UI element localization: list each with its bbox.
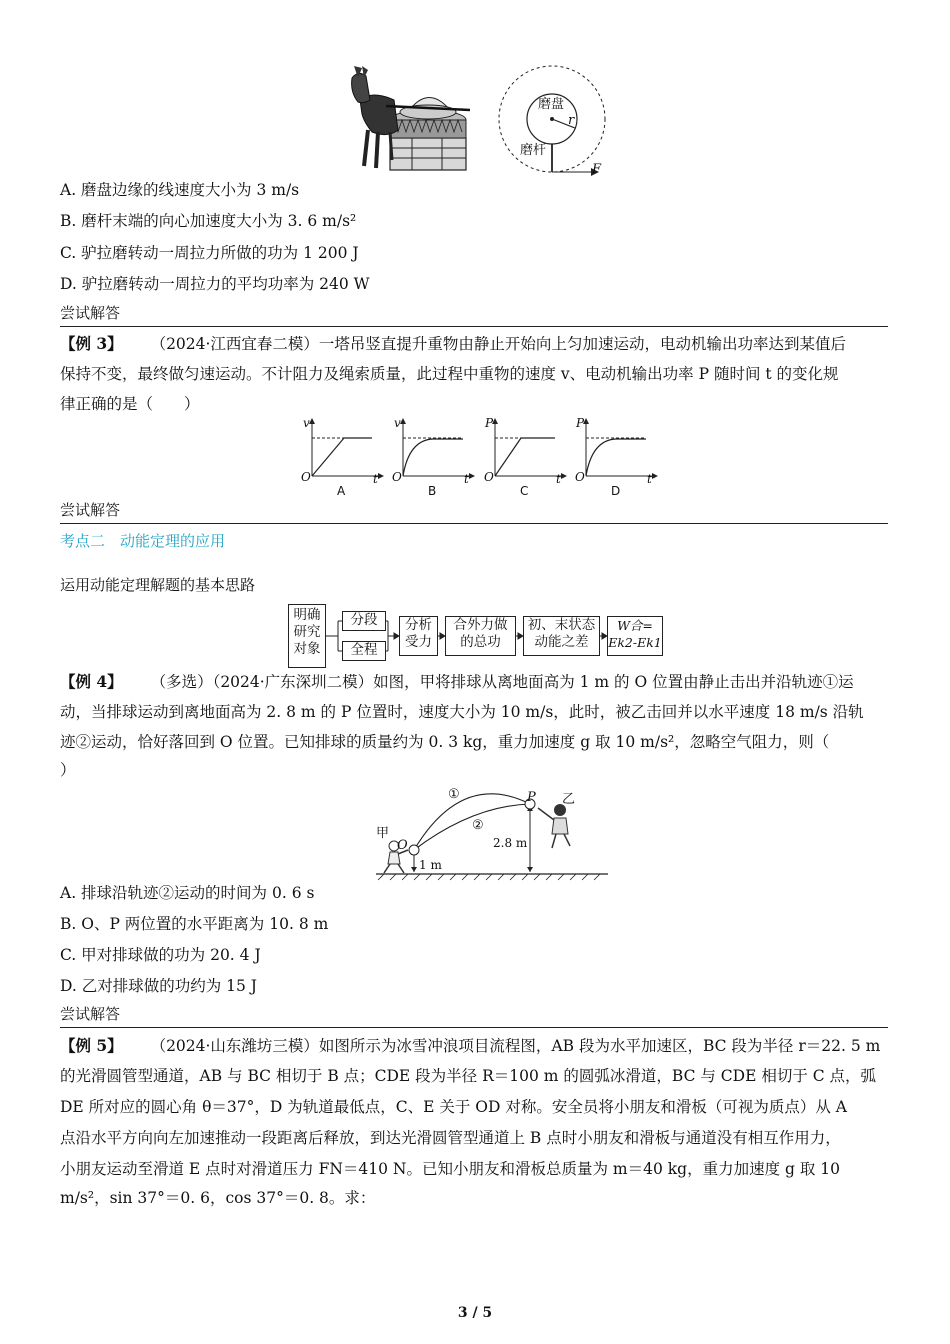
ex2-option-d: D. 驴拉磨转动一周拉力的平均功率为 240 W — [60, 275, 370, 293]
approach-flowchart — [288, 604, 668, 666]
flow-box-kinetic-l2: 动能之差 — [534, 634, 589, 650]
ex4-line-2: 动，当排球运动到离地面高为 2. 8 m 的 P 位置时，速度大小为 10 m/s，此时，被乙击回并以水平速度 18 m/s 沿轨 — [60, 703, 864, 721]
ex5-line-5: 小朋友运动至滑道 E 点时对滑道压力 FN＝410 N。已知小朋友和滑板总质量为 m＝40 kg，重力加速度 g 取 10 — [60, 1160, 841, 1178]
vb-p-label: P — [527, 790, 536, 805]
ex3-graph-b-origin: O — [392, 470, 402, 484]
ex5-line-1 — [60, 1036, 880, 1056]
answer-line-1[interactable] — [60, 304, 888, 327]
ex3-tag: 【例 3】 — [60, 334, 123, 353]
ex3-graph-a-caption: A — [337, 484, 346, 498]
ex4-line-1 — [60, 672, 854, 692]
flow-box-object — [288, 604, 326, 668]
flow-box-whole: 全程 — [342, 641, 386, 661]
ex4-text-1: （多选）（2024·广东深圳二模）如图，甲将排球从离地面高为 1 m 的 O 位置由静止击出并沿轨迹①运 — [150, 673, 854, 691]
flow-box-work — [445, 616, 516, 656]
ex3-line-1 — [60, 334, 846, 354]
ex5-tag: 【例 5】 — [60, 1036, 123, 1055]
ex3-line-3: 律正确的是（ ） — [60, 395, 200, 413]
ex4-option-b: B. O、P 两位置的水平距离为 10. 8 m — [60, 915, 329, 933]
section-title: 考点二 动能定理的应用 — [60, 532, 226, 550]
flow-box-force — [399, 616, 438, 656]
ex2-option-a: A. 磨盘边缘的线速度大小为 3 m/s — [60, 181, 300, 199]
flow-box-theorem-l1: W合= — [617, 618, 653, 633]
ex5-line-3: DE 所对应的圆心角 θ＝37°，D 为轨道最低点，C、E 关于 OD 对称。安全员将小朋友和滑板（可视为质点）从 A — [60, 1098, 847, 1116]
flow-box-object-l2: 研究 — [293, 624, 321, 640]
vb-jia-label: 甲 — [376, 826, 390, 841]
ex3-graph-c-origin: O — [484, 470, 494, 484]
ex4-option-d: D. 乙对排球做的功约为 15 J — [60, 977, 258, 995]
ex3-graph-a-xlabel: t — [373, 472, 378, 486]
flow-box-segment: 分段 — [342, 611, 386, 631]
vb-o-label: O — [397, 838, 408, 853]
ex3-graph-a-ylabel: v — [303, 416, 310, 430]
ex3-graph-b-ylabel: v — [394, 416, 401, 430]
ex3-graph-d-ylabel: P — [576, 416, 585, 430]
volleyball-figure — [372, 784, 612, 882]
force-label: F — [592, 162, 602, 177]
ex5-line-6: m/s²，sin 37°＝0. 6，cos 37°＝0. 8。求： — [60, 1189, 376, 1207]
ex4-option-a: A. 排球沿轨迹②运动的时间为 0. 6 s — [60, 884, 315, 902]
flow-box-force-l2: 受力 — [405, 634, 432, 650]
try-label: 尝试解答 — [60, 1005, 121, 1023]
flow-box-kinetic — [523, 616, 600, 656]
vb-yi-label: 乙 — [562, 792, 576, 807]
flow-box-work-l2: 的总功 — [460, 634, 501, 650]
ex3-graph-c-xlabel: t — [556, 472, 561, 486]
ex3-graph-b-xlabel: t — [464, 472, 469, 486]
flow-box-object-l3: 对象 — [293, 641, 321, 657]
flow-box-kinetic-l1: 初、末状态 — [527, 617, 596, 633]
ex5-text-1: （2024·山东潍坊三模）如图所示为冰雪冲浪项目流程图，AB 段为水平加速区，BC 段为半径 r＝22. 5 m — [150, 1037, 881, 1055]
radius-label: r — [568, 113, 575, 128]
ex3-graph-b-caption: B — [428, 484, 437, 498]
page-number: 3 / 5 — [457, 1305, 493, 1321]
ex4-line-4: ） — [60, 761, 76, 779]
try-label: 尝试解答 — [60, 304, 121, 322]
answer-line-3[interactable] — [60, 1005, 888, 1028]
ex4-tag: 【例 4】 — [60, 672, 123, 691]
flow-box-work-l1: 合外力做 — [453, 617, 508, 633]
ex3-graph-c-ylabel: P — [485, 416, 494, 430]
vb-height1-label: 1 m — [419, 858, 442, 872]
ex3-graph-c-caption: C — [520, 484, 529, 498]
flow-box-force-l1: 分析 — [405, 617, 432, 633]
ex2-option-b: B. 磨杆末端的向心加速度大小为 3. 6 m/s² — [60, 212, 357, 230]
ex3-graph-d-origin: O — [575, 470, 585, 484]
rod-label: 磨杆 — [520, 143, 547, 158]
ex3-graph-d-caption: D — [611, 484, 621, 498]
ex5-line-4: 点沿水平方向向左加速推动一段距离后释放，到达光滑圆管型通道上 B 点时小朋友和滑板与通道没有相互作用力， — [60, 1129, 841, 1147]
donkey-mill-illustration — [342, 60, 472, 174]
ex4-option-c: C. 甲对排球做的功为 20. 4 J — [60, 946, 261, 964]
ex3-line-2: 保持不变，最终做匀速运动。不计阻力及绳索质量，此过程中重物的速度 v、电动机输出功率 P 随时间 t 的变化规 — [60, 365, 839, 383]
ex2-option-c: C. 驴拉磨转动一周拉力所做的功为 1 200 J — [60, 244, 359, 262]
answer-line-2[interactable] — [60, 501, 888, 524]
vb-height2-label: 2.8 m — [493, 836, 528, 850]
vb-track2-label: ② — [472, 818, 484, 833]
mill-label: 磨盘 — [538, 97, 565, 112]
ex3-graph-a-origin: O — [301, 470, 311, 484]
flow-box-object-l1: 明确 — [293, 607, 321, 623]
approach-title: 运用动能定理解题的基本思路 — [60, 576, 256, 594]
ex4-line-3: 迹②运动，恰好落回到 O 位置。已知排球的质量约为 0. 3 kg，重力加速度 g 取 10 m/s²，忽略空气阻力，则（ — [60, 733, 830, 751]
ex5-line-2: 的光滑圆管型通道，AB 与 BC 相切于 B 点；CDE 段为半径 R＝100 m 的圆弧冰滑道，BC 与 CDE 相切于 C 点，弧 — [60, 1067, 877, 1085]
try-label: 尝试解答 — [60, 501, 121, 519]
flow-box-theorem-l2: Ek2-Ek1 — [608, 635, 662, 650]
ex3-text-1: （2024·江西宜春二模）一塔吊竖直提升重物由静止开始向上匀加速运动，电动机输出功率达到某值后 — [150, 335, 846, 353]
vb-track1-label: ① — [448, 787, 460, 802]
flow-box-theorem — [607, 616, 663, 656]
ex3-graph-d-xlabel: t — [647, 472, 652, 486]
